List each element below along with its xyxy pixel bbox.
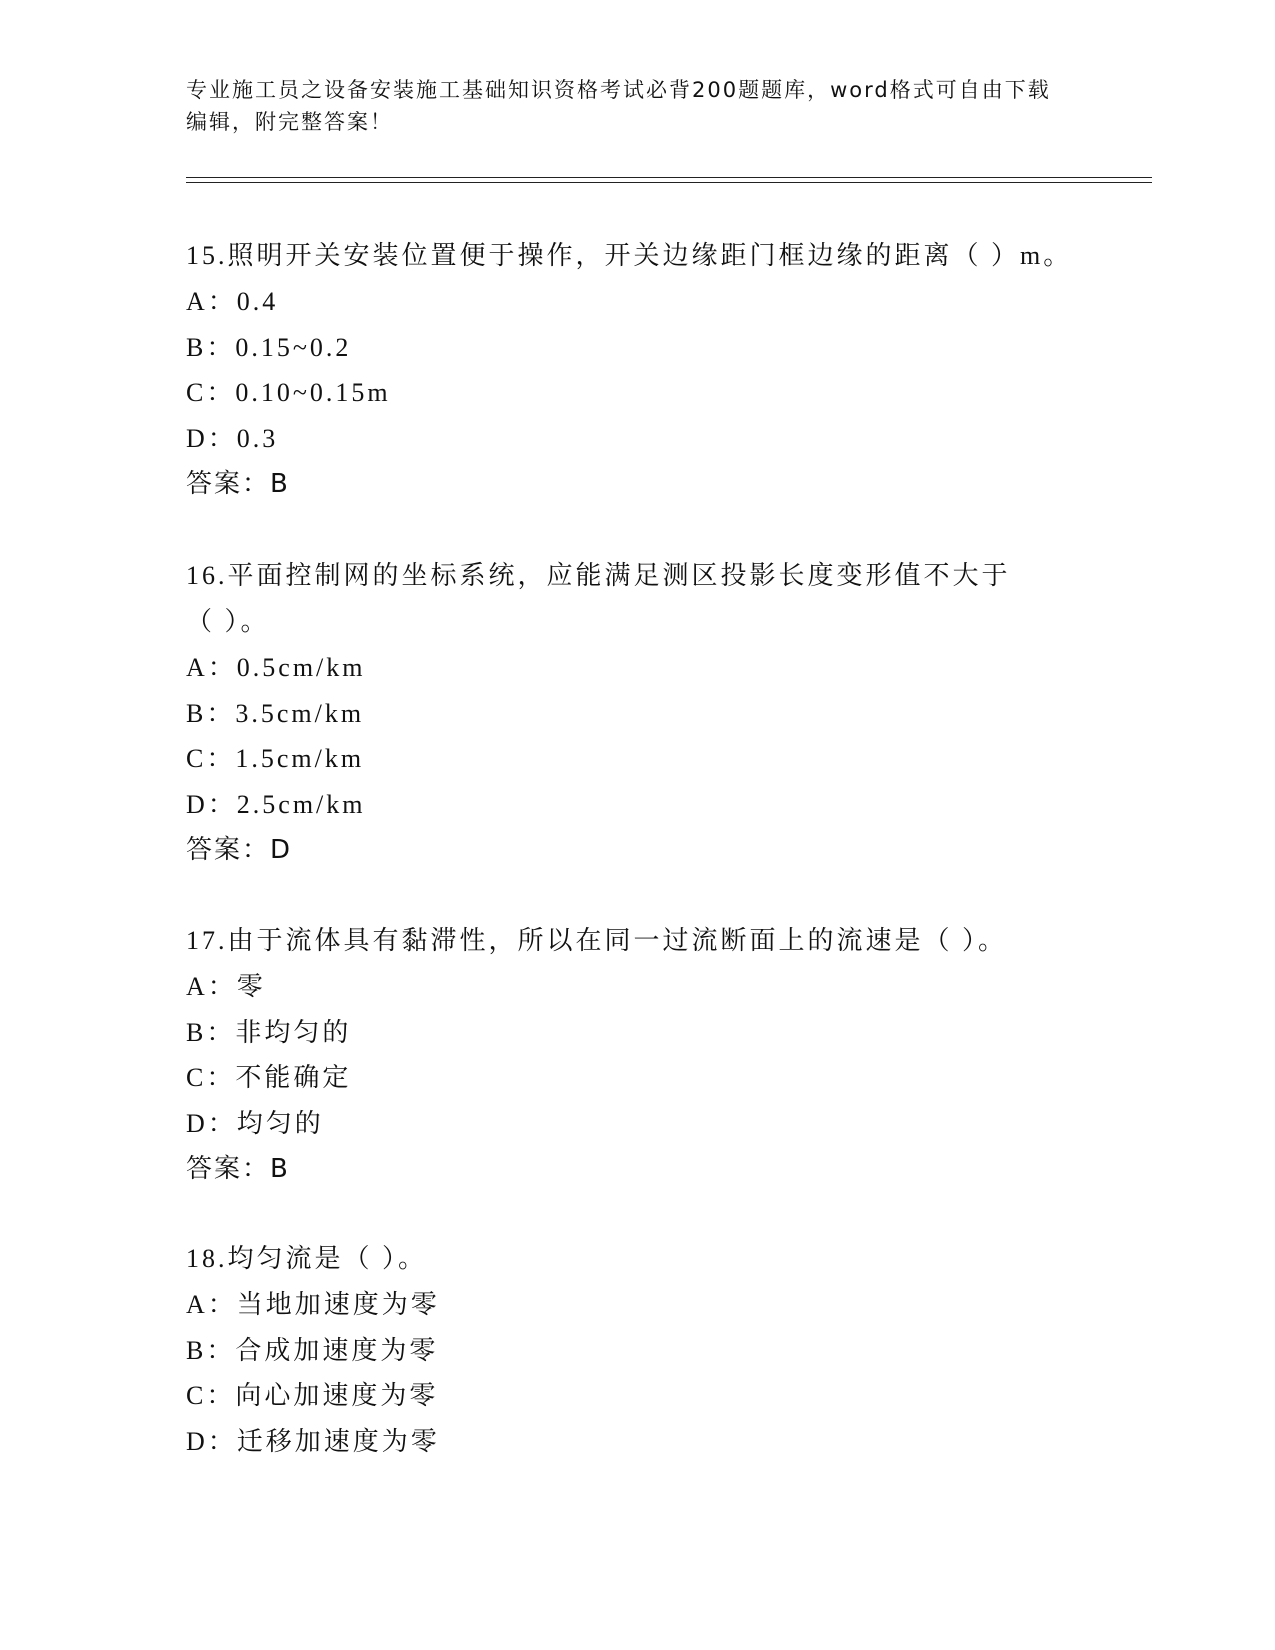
question-15 bbox=[186, 233, 1086, 507]
option-a: A：0.5cm/km bbox=[186, 653, 366, 682]
option-a: A：当地加速度为零 bbox=[186, 1290, 440, 1319]
question-16 bbox=[186, 553, 1026, 873]
option-b: B：0.15~0.2 bbox=[186, 332, 352, 362]
option-c: C：向心加速度为零 bbox=[186, 1381, 439, 1410]
header-divider-top bbox=[186, 177, 1152, 178]
option-a: A：0.4 bbox=[186, 287, 279, 316]
question-17 bbox=[186, 918, 1086, 1192]
option-d: D：迁移加速度为零 bbox=[186, 1426, 440, 1456]
option-d: D：均匀的 bbox=[186, 1108, 324, 1138]
option-b: B：非均匀的 bbox=[186, 1017, 352, 1047]
question-stem: 16.平面控制网的坐标系统，应能满足测区投影长度变形值不大于（ ）。 bbox=[186, 561, 1011, 636]
question-stem: 18.均匀流是（ ）。 bbox=[186, 1244, 428, 1273]
header-divider-bottom bbox=[186, 182, 1152, 183]
option-d: D：2.5cm/km bbox=[186, 789, 366, 819]
option-d: D：0.3 bbox=[186, 423, 279, 453]
option-c: C：1.5cm/km bbox=[186, 744, 365, 773]
question-stem: 15.照明开关安装位置便于操作，开关边缘距门框边缘的距离（ ）m。 bbox=[186, 241, 1073, 270]
question-stem: 17.由于流体具有黏滞性，所以在同一过流断面上的流速是（ ）。 bbox=[186, 926, 1008, 955]
option-a: A：零 bbox=[186, 972, 266, 1001]
document-header bbox=[186, 74, 1066, 138]
option-c: C：0.10~0.15m bbox=[186, 378, 391, 407]
answer-line: 答案：B bbox=[186, 469, 290, 499]
answer-line: 答案：D bbox=[186, 835, 293, 865]
option-b: B：3.5cm/km bbox=[186, 698, 365, 728]
option-c: C：不能确定 bbox=[186, 1063, 352, 1092]
option-b: B：合成加速度为零 bbox=[186, 1335, 439, 1365]
question-18 bbox=[186, 1236, 1086, 1464]
document-title: 专业施工员之设备安装施工基础知识资格考试必背200题题库，word格式可自由下载编辑，附完整答案！ bbox=[186, 78, 1051, 134]
answer-line: 答案：B bbox=[186, 1154, 290, 1184]
